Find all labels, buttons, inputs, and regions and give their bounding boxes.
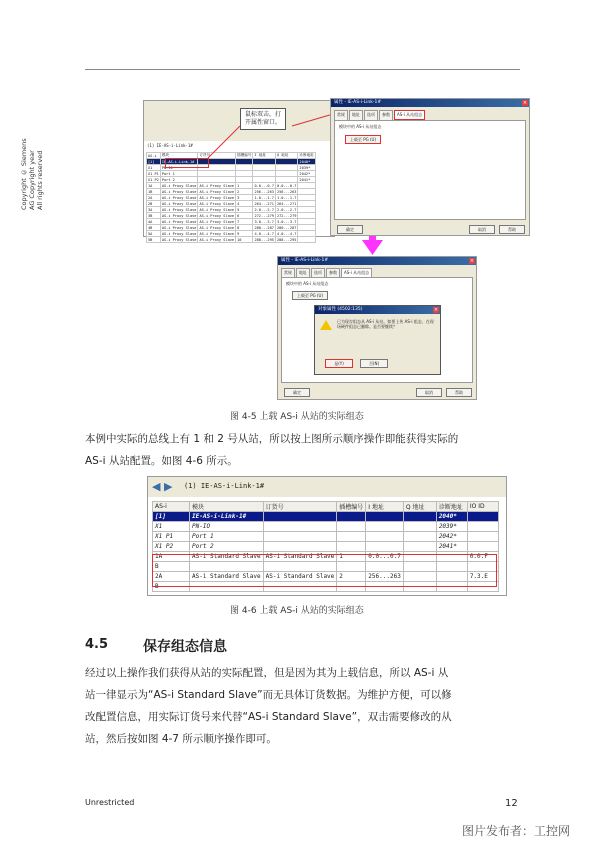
table-cell: 4.0...4.7 [254, 231, 274, 236]
table-cell: AS-i Proxy Slave [161, 195, 197, 200]
table-cell: AS-i Proxy Slave [199, 201, 235, 206]
table-cell: 1.0...1.7 [276, 195, 297, 200]
table-cell [366, 532, 404, 542]
table-cell: 3.0...3.7 [254, 219, 274, 224]
tab-address[interactable]: 地址 [349, 110, 363, 120]
tab-general[interactable]: 常规 [334, 110, 348, 120]
table-cell: 2039* [298, 165, 315, 171]
table-cell: 2041* [298, 177, 315, 183]
table-cell: AS-i Proxy Slave [161, 201, 197, 206]
paragraph-line: 改配置信息，用实际订货号来代替“AS-i Standard Slave”，双击需要修改的从 [85, 711, 452, 723]
upload-to-pg-button[interactable]: 上载至 PG (U) [292, 291, 328, 300]
table-cell: AS-i Standard Slave [263, 552, 337, 562]
table-cell [467, 542, 498, 552]
table-cell [403, 532, 436, 542]
table-cell: PN-IO [160, 165, 198, 171]
table-cell: 280...287 [254, 225, 274, 230]
table-cell: Port 1 [190, 532, 264, 542]
col-header: I 地址 [366, 502, 404, 512]
col-header: I 地址 [253, 153, 275, 159]
table-cell: IE-AS-i-Link-1# [160, 159, 198, 165]
table-cell: 4.0...4.7 [276, 231, 297, 236]
help-button[interactable]: 帮助 [499, 225, 525, 234]
callout-arrow-line [208, 126, 240, 158]
paragraph-line: 站一律显示为“AS-i Standard Slave”而无具体订货数据。为维护方便，可以修 [85, 689, 452, 701]
help-button[interactable]: 帮助 [446, 388, 472, 397]
table-cell: AS-i Proxy Slave [161, 183, 197, 188]
table-cell: 0.0...0.7 [254, 183, 274, 188]
col-header: AS-i [147, 153, 161, 159]
table-cell: AS-i Proxy Slave [161, 207, 197, 212]
table-cell: AS-i Proxy Slave [199, 207, 235, 212]
table-cell [467, 512, 498, 522]
callout-line: 开属性窗口。 [245, 119, 282, 126]
copyright-line: AG Copyright year [28, 150, 36, 210]
table-cell [403, 522, 436, 532]
table-cell: 4 [236, 201, 253, 207]
table-cell: AS-i Proxy Slave [161, 213, 197, 218]
tab-asi-slave-config[interactable]: AS-i 从站组态 [341, 268, 372, 277]
tab-options[interactable]: 选项 [311, 268, 325, 277]
table-cell: 0.0...0.7 [366, 552, 404, 562]
table-cell: 5 [236, 207, 253, 213]
table-cell: AS-i Proxy Slave [161, 231, 197, 236]
table-cell: AS-i Proxy Slave [199, 225, 235, 230]
table-cell: AS-i Proxy Slave [161, 225, 197, 230]
table-cell: X1 P2 [153, 542, 190, 552]
dialog-title-bar [278, 257, 476, 265]
table-cell: 1B [147, 189, 161, 195]
callout-line: 鼠标双击，打 [245, 111, 282, 118]
table-row[interactable] [153, 532, 499, 542]
table-cell: 256...263 [276, 189, 297, 194]
col-header: AS-i [153, 502, 190, 512]
table-cell: Port 1 [160, 171, 198, 177]
table-cell: 2042* [436, 532, 467, 542]
table-cell: [1] [153, 512, 190, 522]
table-cell [467, 522, 498, 532]
body-paragraph [85, 428, 525, 472]
copyright-line: All rights reserved [36, 150, 44, 210]
section-number: 4.5 [85, 637, 109, 652]
tab-parameters[interactable]: 参数 [326, 268, 340, 277]
no-button[interactable]: 否(N) [360, 359, 388, 368]
table-cell: B [153, 562, 190, 572]
table-cell: 2039* [436, 522, 467, 532]
table-cell: [1] [147, 159, 161, 165]
table-cell: 256...263 [254, 189, 274, 194]
table-header-row [153, 502, 499, 512]
table-cell: 3 [236, 195, 253, 201]
message-title: 对象属性 (4502:135) [318, 307, 363, 312]
group-label: 模块中的 AS-i 从站组态 [339, 124, 382, 129]
table-cell: 280...287 [276, 225, 297, 230]
back-arrow-icon[interactable]: ◀ [152, 480, 161, 493]
table-cell: X1 P1 [148, 171, 159, 176]
table-cell: AS-i Proxy Slave [161, 189, 197, 194]
table-cell: 7 [236, 219, 253, 225]
cancel-button[interactable]: 取消 [416, 388, 442, 397]
table-cell: 3.0...3.7 [276, 219, 297, 224]
table-cell: 3A [147, 207, 161, 213]
table-cell: X1 P2 [148, 177, 159, 182]
col-header: Q 地址 [403, 502, 436, 512]
dialog-title: 属性 - IE-AS-i-Link-1# [281, 258, 329, 263]
upload-to-pg-button[interactable]: 上载至 PG (U) [345, 135, 381, 144]
copyright-line: Copyright © Siemens [20, 138, 28, 210]
table-cell [403, 512, 436, 522]
table-cell: 2040* [436, 512, 467, 522]
table-cell: Port 2 [190, 542, 264, 552]
table-cell: 264...271 [254, 201, 274, 206]
table-cell: AS-i Proxy Slave [199, 189, 235, 194]
table-cell: 5B [147, 237, 161, 243]
table-cell: 272...279 [254, 213, 274, 218]
table-cell: AS-i Standard Slave [263, 572, 337, 582]
table-cell [337, 542, 366, 552]
table-cell: Port 2 [160, 177, 198, 183]
station-toolbar-label: (1) IE-AS-i-Link-1# [147, 143, 193, 148]
table-cell [263, 522, 337, 532]
table-cell: 256...263 [366, 572, 404, 582]
paragraph-line: AS-i 从站配置。如图 4-6 所示。 [85, 455, 238, 467]
table-cell: 8 [236, 225, 253, 231]
col-header: Q 地址 [275, 153, 297, 159]
table-cell: IE-AS-i-Link-1# [190, 512, 264, 522]
footer-classification: Unrestricted [85, 798, 135, 807]
table-cell [337, 532, 366, 542]
table-cell: X1 [147, 165, 161, 171]
figure-caption: 图 4-6 上载 AS-i 从站的实际组态 [230, 606, 364, 616]
table-cell: AS-i Proxy Slave [199, 237, 235, 242]
col-header: 插槽编号 [237, 153, 252, 157]
ok-button[interactable]: 确定 [337, 225, 363, 234]
table-cell [263, 542, 337, 552]
table-cell: 272...279 [276, 213, 297, 218]
tab-parameters[interactable]: 参数 [379, 110, 393, 120]
close-icon[interactable]: × [469, 258, 475, 264]
cancel-button[interactable]: 取消 [469, 225, 495, 234]
table-cell: 264...271 [276, 201, 297, 206]
ok-button[interactable]: 确定 [284, 388, 310, 397]
table-cell: 1A [153, 552, 190, 562]
table-cell [366, 512, 404, 522]
station-window-2 [147, 476, 507, 596]
table-cell: 288...295 [254, 237, 274, 242]
table-cell: 9 [236, 231, 253, 237]
table-cell: 1.0...1.7 [254, 195, 274, 200]
col-header: 模块 [160, 153, 198, 159]
table-cell: AS-i Proxy Slave [161, 237, 197, 242]
col-header: 插槽编号 [337, 502, 366, 512]
dialog-tabs [331, 107, 529, 120]
table-cell: AS-i Proxy Slave [199, 183, 235, 188]
table-row[interactable] [153, 542, 499, 552]
table-cell: 4A [147, 219, 161, 225]
warning-icon [320, 320, 332, 330]
table-cell [263, 532, 337, 542]
table-cell: 2041* [436, 542, 467, 552]
properties-dialog [330, 98, 530, 236]
watermark: 图片发布者：工控网 [462, 824, 571, 838]
table-cell [366, 522, 404, 532]
table-row[interactable] [153, 522, 499, 532]
table-cell: 3B [147, 213, 161, 219]
table-cell: 1 [337, 552, 366, 562]
dialog-pane [281, 277, 473, 383]
table-cell [467, 532, 498, 542]
paragraph-line: 本例中实际的总线上有 1 和 2 号从站，所以按上图所示顺序操作即能获得实际的 [85, 433, 459, 445]
table-cell: PN-IO [190, 522, 264, 532]
table-cell: AS-i Proxy Slave [199, 219, 235, 224]
yes-button[interactable]: 是(Y) [325, 359, 353, 368]
table-row[interactable] [153, 512, 499, 522]
group-label: 模块中的 AS-i 从站组态 [286, 281, 329, 286]
close-icon[interactable]: × [433, 307, 439, 313]
table-cell: 288...295 [276, 237, 297, 242]
table-cell: AS-i Standard Slave [190, 572, 264, 582]
table-cell: 2.0...2.7 [276, 207, 297, 212]
body-paragraph [85, 662, 525, 750]
section-title: 保存组态信息 [143, 639, 227, 655]
table-cell: AS-i Proxy Slave [199, 213, 235, 218]
col-header: 诊断地址 [299, 153, 314, 157]
paragraph-line: 站，然后按如图 4-7 所示顺序操作即可。 [85, 733, 277, 745]
table-cell: 2A [147, 195, 161, 201]
table-cell: 5A [147, 231, 161, 237]
table-cell: X1 P1 [153, 532, 190, 542]
message-box [314, 305, 441, 375]
table-cell: AS-i Proxy Slave [199, 231, 235, 236]
table-cell: 2.0...2.7 [254, 207, 274, 212]
table-cell: 0.0...0.7 [276, 183, 297, 188]
tab-asi-slave-config[interactable]: AS-i 从站组态 [394, 110, 425, 120]
table-cell: 0.0.F [467, 552, 498, 562]
table-cell: 1 [236, 183, 253, 189]
table-cell [263, 512, 337, 522]
table-cell: 2 [337, 572, 366, 582]
table-cell: 2A [153, 572, 190, 582]
figure-caption: 图 4-5 上载 AS-i 从站的实际组态 [230, 412, 364, 422]
col-header: 模块 [190, 502, 264, 512]
highlight-box [152, 554, 497, 587]
forward-arrow-icon[interactable]: ▶ [164, 480, 173, 493]
table-cell: 4B [147, 225, 161, 231]
page-number: 12 [505, 798, 518, 809]
col-header: 订货号 [198, 153, 236, 159]
table-cell: 2042* [298, 171, 315, 177]
toolbar-label: (1) IE-AS-i-Link-1# [184, 482, 265, 490]
message-text: 已为现存组态从 AS-i 从站。如要上传 AS-i 组态，在现场硬件组态已删除。是否要继续？ [337, 319, 434, 329]
col-header: 诊断地址 [436, 502, 467, 512]
table-cell [337, 512, 366, 522]
flow-arrow-head [362, 240, 383, 255]
table-cell: 1A [147, 183, 161, 189]
tab-general[interactable]: 常规 [281, 268, 295, 277]
table-cell: AS-i Standard Slave [190, 552, 264, 562]
table-cell: 6 [236, 213, 253, 219]
message-title-bar [315, 306, 440, 314]
table-cell: 7.3.E [467, 572, 498, 582]
table-cell: 2 [236, 189, 253, 195]
col-header: 订货号 [263, 502, 337, 512]
dialog-title: 属性 - IE-AS-i-Link-1# [334, 100, 382, 105]
paragraph-line: 经过以上操作我们获得从站的实际配置，但是因为其为上载信息，所以 AS-i 从 [85, 667, 449, 679]
col-header: IO ID [467, 502, 498, 512]
table-cell [337, 522, 366, 532]
table-cell: B [153, 582, 190, 592]
properties-dialog-2 [277, 256, 477, 400]
tab-options[interactable]: 选项 [364, 110, 378, 120]
close-icon[interactable]: × [522, 100, 528, 106]
table-cell: 2B [147, 201, 161, 207]
tab-address[interactable]: 地址 [296, 268, 310, 277]
table-cell: X1 [153, 522, 190, 532]
table-cell: AS-i Proxy Slave [161, 219, 197, 224]
table-cell [403, 542, 436, 552]
table-cell: AS-i Proxy Slave [199, 195, 235, 200]
dialog-pane [334, 120, 526, 220]
toolbar [148, 477, 506, 497]
dialog-title-bar [331, 99, 529, 107]
dialog-tabs [278, 265, 476, 277]
table-cell: 2040* [298, 159, 315, 165]
table-cell [366, 542, 404, 552]
table-cell: 10 [236, 237, 253, 243]
